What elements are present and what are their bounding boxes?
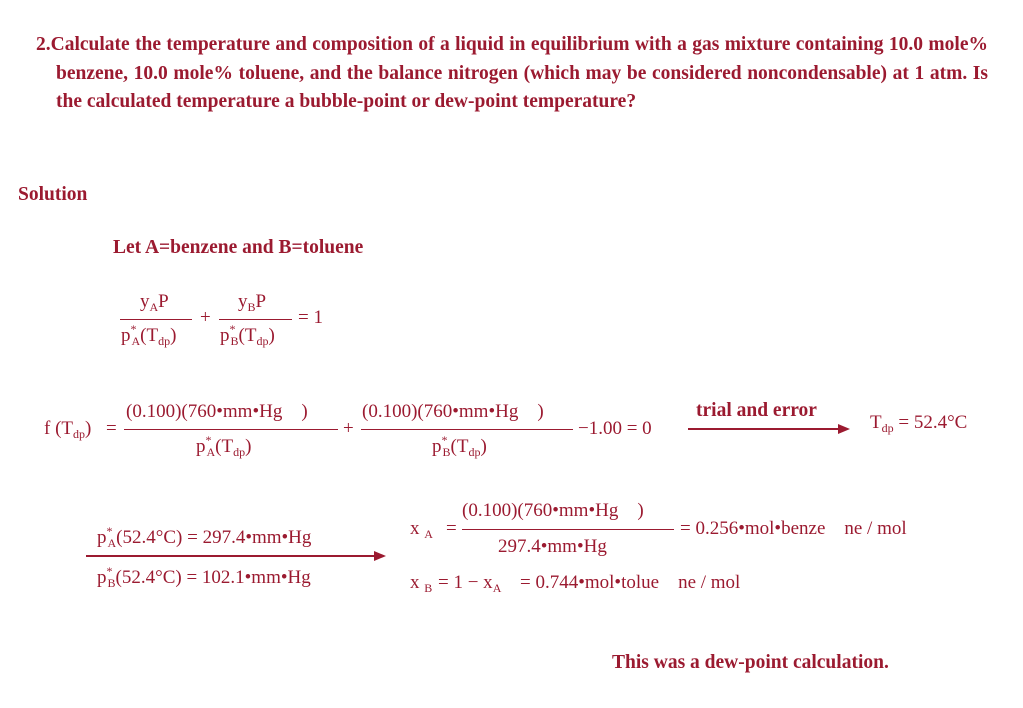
eq1-numerator-b: $y_BP$ [238, 291, 267, 314]
vp-arrow-head-icon [374, 551, 386, 561]
eq1-plus: + [200, 307, 211, 328]
eq2-denominator-1: $p^*_A(T_{dp})$ [196, 433, 252, 459]
eq1-numerator-a: $y_AP$ [140, 291, 169, 314]
eq2-lhs: f $(T_{dp})$ [44, 418, 92, 441]
eq2-denominator-2: $p^*_B(T_{dp})$ [432, 433, 487, 459]
eq2-fraction-bar-1 [124, 429, 338, 430]
solution-heading: Solution [18, 184, 88, 205]
xB-result: = 0.744•mol•tolue ne / mol [520, 572, 741, 593]
vp-arrow-line [86, 555, 376, 557]
eq1-fraction-bar-a [120, 319, 192, 320]
trial-and-error-label: trial and error [696, 400, 817, 421]
eq2-fraction-bar-2 [361, 429, 573, 430]
tdp-result: $T_{dp} = 52.4^\circ C$ [870, 412, 968, 435]
problem-statement: 2.Calculate the temperature and composition of a liquid in equilibrium with a gas mixture containing 10.0 mole% benzene, 10.0 mole% toluene, and the balance nitrogen (which may be considered noncondensable) at 1 atm. Is the calculated temperature a bubble-point or dew-point temperature? [36, 34, 988, 113]
eq2-numerator-1: (0.100)(760•mm•Hg ) [126, 401, 308, 422]
pB-value: $p^*_B(52.4^\circ C)$ = 102.1•mm•Hg [97, 564, 311, 590]
eq2-tail: −1.00 = 0 [578, 418, 652, 439]
eq1-denominator-a: $p^*_A(T_{dp})$ [121, 322, 177, 348]
xA-numerator: (0.100)(760•mm•Hg ) [462, 500, 644, 521]
eq2-plus: + [343, 418, 354, 439]
xA-denominator: 297.4•mm•Hg [498, 536, 607, 557]
eq1-fraction-bar-b [219, 319, 292, 320]
eq1-rhs: = 1 [298, 307, 323, 328]
trial-arrow-line [688, 428, 840, 430]
definition-line: Let A=benzene and B=toluene [113, 237, 364, 258]
xA-symbol: x $_A$ [410, 518, 433, 541]
xA-result: = 0.256•mol•benze ne / mol [680, 518, 907, 539]
xA-equals: = [446, 518, 457, 539]
pA-value: $p^*_A(52.4^\circ C)$ = 297.4•mm•Hg [97, 524, 312, 550]
eq2-equals: = [106, 418, 117, 439]
eq1-denominator-b: $p^*_B(T_{dp})$ [220, 322, 275, 348]
eq2-numerator-2: (0.100)(760•mm•Hg ) [362, 401, 544, 422]
xB-symbol: x $_B$ [410, 572, 433, 595]
xA-fraction-bar [462, 529, 674, 530]
conclusion: This was a dew-point calculation. [612, 652, 889, 673]
xB-expression: = $1 - x_A$ [438, 572, 502, 595]
trial-arrow-head-icon [838, 424, 850, 434]
